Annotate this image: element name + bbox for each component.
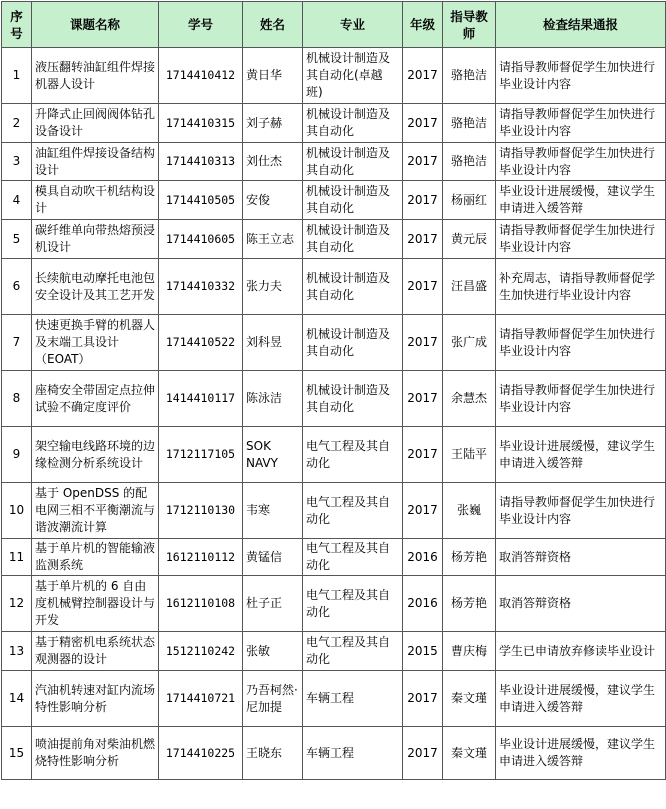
cell-major: 机械设计制造及其自动化: [303, 143, 403, 181]
cell-student-id: 1612110112: [159, 539, 243, 576]
table-row: [2, 220, 666, 259]
cell-student-id: 1714410332: [159, 259, 243, 315]
cell-title: 油缸组件焊接设备结构设计: [32, 143, 159, 181]
cell-student-id: 1714410605: [159, 220, 243, 259]
table-row: [2, 671, 666, 727]
cell-grade: 2017: [403, 371, 443, 427]
cell-name: 张敏: [243, 632, 303, 671]
cell-major: 机械设计制造及其自动化: [303, 371, 403, 427]
review-results-table: [1, 1, 666, 780]
header-advisor: 指导教师: [443, 2, 496, 48]
cell-result: 毕业设计进展缓慢，建议学生申请进入缓答辩: [496, 727, 666, 780]
cell-advisor: 杨芳艳: [443, 576, 496, 632]
cell-grade: 2017: [403, 259, 443, 315]
cell-title: 模具自动吹干机结构设计: [32, 181, 159, 220]
cell-grade: 2017: [403, 104, 443, 143]
cell-title: 升降式止回阀阀体钻孔设备设计: [32, 104, 159, 143]
cell-advisor: 黄元辰: [443, 220, 496, 259]
cell-name: 韦寒: [243, 483, 303, 539]
cell-major: 电气工程及其自动化: [303, 632, 403, 671]
header-result: 检查结果通报: [496, 2, 666, 48]
cell-grade: 2015: [403, 632, 443, 671]
cell-name: 刘子赫: [243, 104, 303, 143]
cell-seq: 8: [2, 371, 32, 427]
header-grade: 年级: [403, 2, 443, 48]
cell-grade: 2017: [403, 48, 443, 104]
cell-student-id: 1714410522: [159, 315, 243, 371]
cell-student-id: 1714410505: [159, 181, 243, 220]
cell-major: 机械设计制造及其自动化(卓越班): [303, 48, 403, 104]
cell-seq: 10: [2, 483, 32, 539]
cell-name: 乃吾柯然·尼加提: [243, 671, 303, 727]
cell-grade: 2016: [403, 539, 443, 576]
cell-result: 补充周志，请指导教师督促学生加快进行毕业设计内容: [496, 259, 666, 315]
header-student-id: 学号: [159, 2, 243, 48]
cell-name: 刘仕杰: [243, 143, 303, 181]
cell-grade: 2016: [403, 576, 443, 632]
cell-name: 陈泳洁: [243, 371, 303, 427]
cell-name: 刘科昱: [243, 315, 303, 371]
cell-name: 张力夫: [243, 259, 303, 315]
cell-seq: 11: [2, 539, 32, 576]
cell-seq: 6: [2, 259, 32, 315]
cell-advisor: 秦文瑾: [443, 671, 496, 727]
cell-name: SOK NAVY: [243, 427, 303, 483]
table-row: [2, 143, 666, 181]
table-row: [2, 181, 666, 220]
cell-result: 毕业设计进展缓慢，建议学生申请进入缓答辩: [496, 671, 666, 727]
header-title: 课题名称: [32, 2, 159, 48]
cell-seq: 9: [2, 427, 32, 483]
cell-result: 毕业设计进展缓慢，建议学生申请进入缓答辩: [496, 427, 666, 483]
cell-major: 电气工程及其自动化: [303, 483, 403, 539]
table-row: [2, 315, 666, 371]
cell-student-id: 1714410315: [159, 104, 243, 143]
cell-grade: 2017: [403, 671, 443, 727]
cell-title: 基于单片机的智能输液监测系统: [32, 539, 159, 576]
table-row: [2, 48, 666, 104]
cell-major: 机械设计制造及其自动化: [303, 220, 403, 259]
header-major: 专业: [303, 2, 403, 48]
cell-advisor: 杨芳艳: [443, 539, 496, 576]
cell-result: 请指导教师督促学生加快进行毕业设计内容: [496, 315, 666, 371]
cell-seq: 5: [2, 220, 32, 259]
cell-advisor: 汪昌盛: [443, 259, 496, 315]
cell-name: 杜子正: [243, 576, 303, 632]
cell-student-id: 1414410117: [159, 371, 243, 427]
cell-seq: 7: [2, 315, 32, 371]
cell-result: 请指导教师督促学生加快进行毕业设计内容: [496, 143, 666, 181]
cell-name: 王晓东: [243, 727, 303, 780]
cell-advisor: 秦文瑾: [443, 727, 496, 780]
table-row: [2, 483, 666, 539]
cell-student-id: 1712110130: [159, 483, 243, 539]
cell-grade: 2017: [403, 727, 443, 780]
cell-result: 请指导教师督促学生加快进行毕业设计内容: [496, 483, 666, 539]
cell-major: 车辆工程: [303, 727, 403, 780]
cell-result: 毕业设计进展缓慢，建议学生申请进入缓答辩: [496, 181, 666, 220]
cell-title: 碳纤维单向带热熔预浸机设计: [32, 220, 159, 259]
cell-seq: 12: [2, 576, 32, 632]
cell-name: 陈王立志: [243, 220, 303, 259]
cell-result: 请指导教师督促学生加快进行毕业设计内容: [496, 371, 666, 427]
cell-major: 机械设计制造及其自动化: [303, 181, 403, 220]
cell-seq: 15: [2, 727, 32, 780]
cell-name: 安俊: [243, 181, 303, 220]
table-row: [2, 104, 666, 143]
cell-advisor: 王陆平: [443, 427, 496, 483]
cell-title: 基于单片机的 6 自由度机械臂控制器设计与开发: [32, 576, 159, 632]
cell-seq: 2: [2, 104, 32, 143]
cell-advisor: 杨丽红: [443, 181, 496, 220]
cell-result: 取消答辩资格: [496, 539, 666, 576]
table-row: [2, 539, 666, 576]
cell-grade: 2017: [403, 483, 443, 539]
cell-name: 黄日华: [243, 48, 303, 104]
table-row: [2, 727, 666, 780]
cell-student-id: 1714410412: [159, 48, 243, 104]
cell-advisor: 骆艳洁: [443, 48, 496, 104]
cell-result: 学生已申请放弃修读毕业设计: [496, 632, 666, 671]
table-row: [2, 259, 666, 315]
cell-title: 液压翻转油缸组件焊接机器人设计: [32, 48, 159, 104]
cell-result: 取消答辩资格: [496, 576, 666, 632]
cell-student-id: 1612110108: [159, 576, 243, 632]
cell-student-id: 1714410721: [159, 671, 243, 727]
cell-advisor: 张巍: [443, 483, 496, 539]
cell-advisor: 张广成: [443, 315, 496, 371]
cell-grade: 2017: [403, 181, 443, 220]
cell-grade: 2017: [403, 315, 443, 371]
cell-title: 喷油提前角对柴油机燃烧特性影响分析: [32, 727, 159, 780]
cell-title: 架空输电线路环境的边缘检测分析系统设计: [32, 427, 159, 483]
cell-seq: 13: [2, 632, 32, 671]
cell-name: 黄锰信: [243, 539, 303, 576]
cell-major: 机械设计制造及其自动化: [303, 104, 403, 143]
cell-grade: 2017: [403, 220, 443, 259]
cell-advisor: 余慧杰: [443, 371, 496, 427]
cell-title: 汽油机转速对缸内流场特性影响分析: [32, 671, 159, 727]
cell-seq: 14: [2, 671, 32, 727]
cell-result: 请指导教师督促学生加快进行毕业设计内容: [496, 48, 666, 104]
cell-seq: 1: [2, 48, 32, 104]
cell-advisor: 曹庆梅: [443, 632, 496, 671]
cell-major: 机械设计制造及其自动化: [303, 315, 403, 371]
cell-result: 请指导教师督促学生加快进行毕业设计内容: [496, 104, 666, 143]
cell-major: 机械设计制造及其自动化: [303, 259, 403, 315]
cell-grade: 2017: [403, 427, 443, 483]
cell-grade: 2017: [403, 143, 443, 181]
table-row: [2, 427, 666, 483]
cell-major: 车辆工程: [303, 671, 403, 727]
cell-major: 电气工程及其自动化: [303, 576, 403, 632]
cell-advisor: 骆艳洁: [443, 104, 496, 143]
header-row: [2, 2, 666, 48]
table-row: [2, 632, 666, 671]
cell-title: 长续航电动摩托电池包安全设计及其工艺开发: [32, 259, 159, 315]
cell-seq: 3: [2, 143, 32, 181]
cell-student-id: 1714410225: [159, 727, 243, 780]
table-row: [2, 371, 666, 427]
cell-major: 电气工程及其自动化: [303, 427, 403, 483]
cell-title: 快速更换手臂的机器人及末端工具设计（EOAT）: [32, 315, 159, 371]
cell-major: 电气工程及其自动化: [303, 539, 403, 576]
cell-advisor: 骆艳洁: [443, 143, 496, 181]
table-row: [2, 576, 666, 632]
cell-title: 基于 OpenDSS 的配电网三相不平衡潮流与谐波潮流计算: [32, 483, 159, 539]
header-name: 姓名: [243, 2, 303, 48]
cell-title: 座椅安全带固定点拉伸试验不确定度评价: [32, 371, 159, 427]
cell-student-id: 1512110242: [159, 632, 243, 671]
cell-student-id: 1714410313: [159, 143, 243, 181]
cell-seq: 4: [2, 181, 32, 220]
cell-student-id: 1712117105: [159, 427, 243, 483]
header-seq: 序号: [2, 2, 32, 48]
cell-title: 基于精密机电系统状态观测器的设计: [32, 632, 159, 671]
cell-result: 请指导教师督促学生加快进行毕业设计内容: [496, 220, 666, 259]
